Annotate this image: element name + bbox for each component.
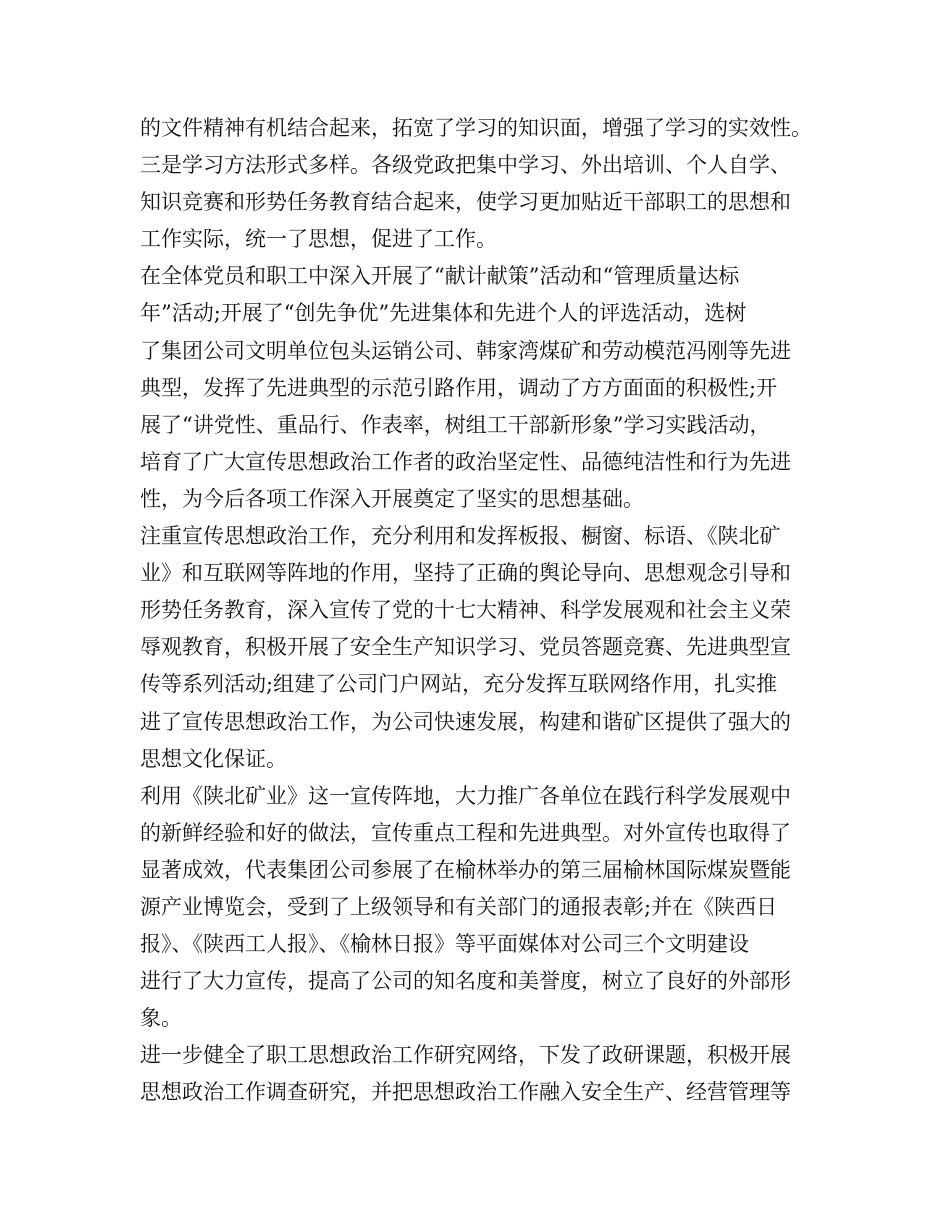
text-line: 的新鲜经验和好的做法，宣传重点工程和先进典型。对外宣传也取得了 bbox=[140, 820, 791, 845]
text-line: 的文件精神有机结合起来，拓宽了学习的知识面，增强了学习的实效性。 bbox=[140, 116, 812, 140]
text-line: 形势任务教育，深入宣传了党的十七大精神、科学发展观和社会主义荣 bbox=[140, 598, 791, 623]
text-line: 三是学习方法形式多样。各级党政把集中学习、外出培训、个人自学、 bbox=[140, 153, 791, 178]
text-line: 在全体党员和职工中深入开展了“献计献策”活动和“管理质量达标 bbox=[140, 264, 740, 289]
paragraph-1 bbox=[140, 110, 830, 258]
text-line: 展了“讲党性、重品行、作表率，树组工干部新形象”学习实践活动， bbox=[140, 412, 771, 437]
text-line: 典型，发挥了先进典型的示范引路作用，调动了方方面面的积极性;开 bbox=[140, 375, 778, 400]
text-line: 进一步健全了职工思想政治工作研究网络，下发了政研课题，积极开展 bbox=[140, 1043, 791, 1068]
text-line: 思想文化保证。 bbox=[140, 746, 287, 771]
text-line: 进行了大力宣传，提高了公司的知名度和美誉度，树立了良好的外部形 bbox=[140, 969, 791, 994]
text-line: 进了宣传思想政治工作，为公司快速发展，构建和谐矿区提供了强大的 bbox=[140, 709, 791, 734]
text-line: 利用《陕北矿业》这一宣传阵地，大力推广各单位在践行科学发展观中 bbox=[140, 783, 791, 808]
text-line: 注重宣传思想政治工作，充分利用和发挥板报、橱窗、标语、《陕北矿 bbox=[140, 524, 781, 549]
text-line: 显著成效，代表集团公司参展了在榆林举办的第三届榆林国际煤炭暨能 bbox=[140, 857, 791, 882]
paragraph-4 bbox=[140, 778, 830, 1038]
text-line: 象。 bbox=[140, 1006, 182, 1031]
text-line: 年”活动;开展了“创先争优”先进集体和先进个人的评选活动，选树 bbox=[140, 301, 747, 326]
text-line: 业》和互联网等阵地的作用，坚持了正确的舆论导向、思想观念引导和 bbox=[140, 561, 791, 586]
text-line: 报》、《陕西工人报》、《榆林日报》等平面媒体对公司三个文明建设 bbox=[140, 932, 749, 957]
text-line: 工作实际，统一了思想，促进了工作。 bbox=[140, 227, 497, 252]
text-line: 培育了广大宣传思想政治工作者的政治坚定性、品德纯洁性和行为先进 bbox=[140, 449, 791, 474]
text-line: 性，为今后各项工作深入开展奠定了坚实的思想基础。 bbox=[140, 486, 644, 511]
text-line: 知识竞赛和形势任务教育结合起来，使学习更加贴近干部职工的思想和 bbox=[140, 190, 791, 215]
text-line: 了集团公司文明单位包头运销公司、韩家湾煤矿和劳动模范冯刚等先进 bbox=[140, 338, 791, 363]
paragraph-3 bbox=[140, 518, 830, 778]
paragraph-5 bbox=[140, 1037, 830, 1111]
text-line: 辱观教育，积极开展了安全生产知识学习、党员答题竞赛、先进典型宣 bbox=[140, 635, 791, 660]
body-text bbox=[140, 110, 830, 1112]
text-line: 传等系列活动;组建了公司门户网站，充分发挥互联网络作用，扎实推 bbox=[140, 672, 778, 697]
text-line: 思想政治工作调查研究，并把思想政治工作融入安全生产、经营管理等 bbox=[140, 1080, 791, 1105]
paragraph-2 bbox=[140, 258, 830, 518]
text-line: 源产业博览会，受到了上级领导和有关部门的通报表彰;并在《陕西日 bbox=[140, 894, 778, 919]
